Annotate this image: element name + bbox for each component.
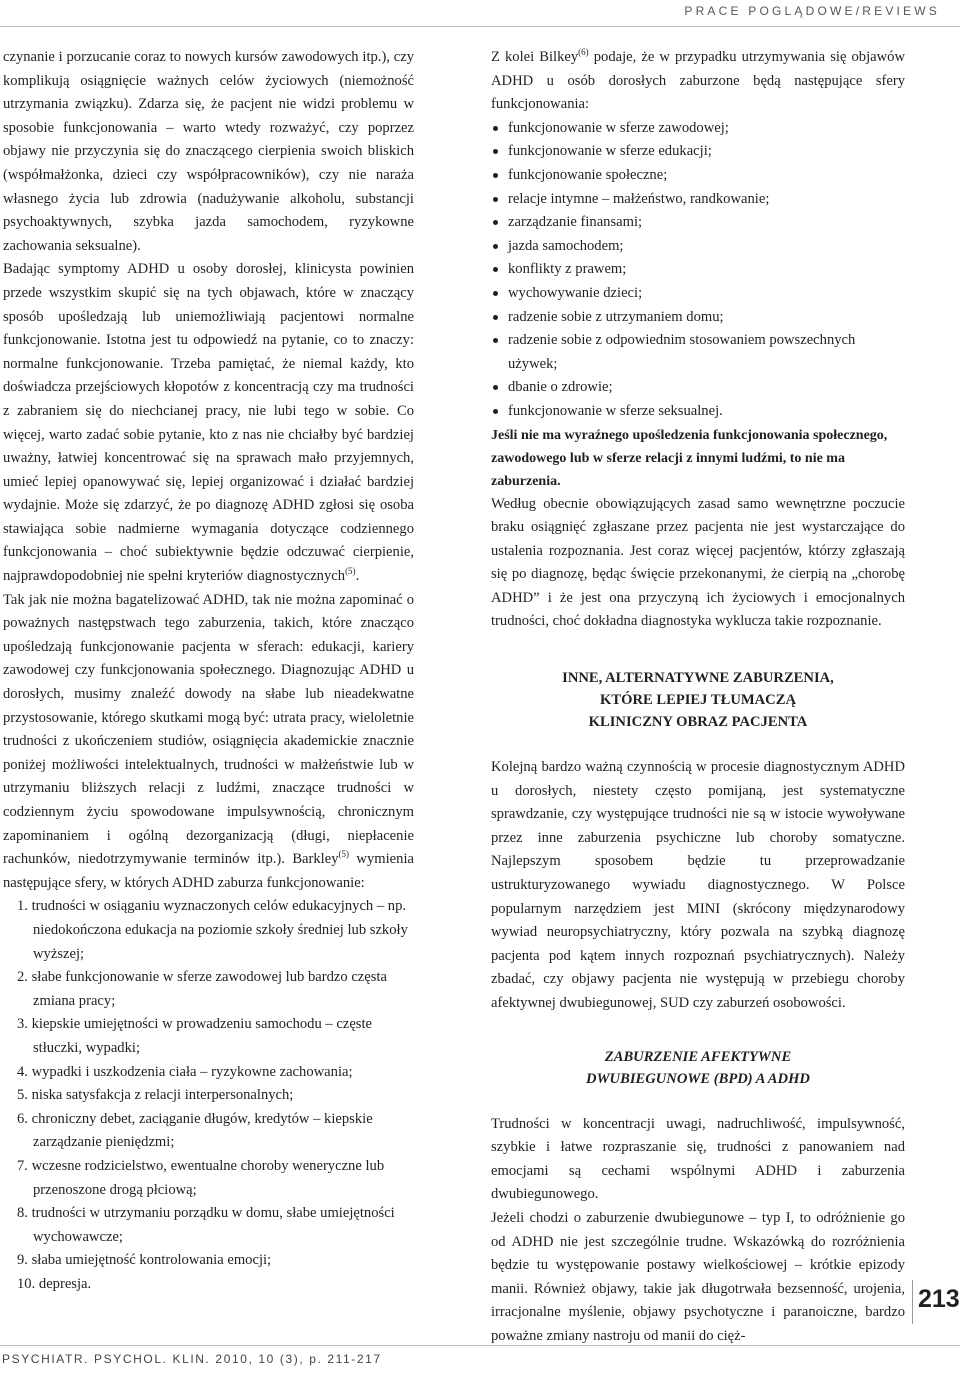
heading-line: KTÓRE LEPIEJ TŁUMACZĄ bbox=[600, 692, 796, 709]
heading-line: KLINICZNY OBRAZ PACJENTA bbox=[588, 714, 808, 731]
list-item: 10. depresja. bbox=[17, 1275, 92, 1292]
list-item: jazda samochodem; bbox=[491, 235, 905, 259]
paragraph-bilkey bbox=[491, 46, 905, 117]
paragraph-symptoms bbox=[3, 258, 414, 588]
paragraph-common-features: Trudności w koncentracji uwagi, nadruchliwość, impulsywność, szybkie i łatwe rozpraszanie się, trudności z panowaniem nad emocjami są cechami wspólnymi ADHD i zaburzenia dwubiegunowego. bbox=[491, 1115, 905, 1203]
heading-line: DWUBIEGUNOWE (BPD) A ADHD bbox=[586, 1070, 810, 1087]
heading-line: INNE, ALTERNATYWNE ZABURZENIA, bbox=[562, 670, 834, 687]
list-item: funkcjonowanie w sferze zawodowej; bbox=[491, 117, 905, 141]
list-item: konflikty z prawem; bbox=[491, 258, 905, 282]
footer-citation: PSYCHIATR. PSYCHOL. KLIN. 2010, 10 (3), p. 211-217 bbox=[2, 1352, 382, 1366]
list-item: radzenie sobie z odpowiednim stosowaniem powszechnych używek; bbox=[491, 329, 905, 376]
section-heading-alternative-disorders bbox=[491, 667, 905, 733]
list-item: relacje intymne – małżeństwo, randkowanie; bbox=[491, 188, 905, 212]
list-item: 8. trudności w utrzymaniu porządku w domu, słabe umiejętności wychowawcze; bbox=[17, 1205, 395, 1245]
numbered-list-barkley bbox=[3, 895, 414, 1296]
list-item: funkcjonowanie społeczne; bbox=[491, 164, 905, 188]
paragraph-intro-continued: czynanie i porzucanie coraz to nowych kursów zawodowych itp.), czy komplikują osiągnięcie ważnych celów życiowych (niemożność utrzymania związku). Zdarza się, że pacjent nie widzi problemu w sposobie funkcjonowania – warto wtedy rozważyć, czy poprzez objawy nie przyczynia się do znaczącego cierpienia swoich bliskich (współmałżonka, dzieci czy współpracowników), czy nie naraża własnego życia lub zdrowia (nadużywanie alkoholu, substancji psychoaktywnych, szybka jazda samochodem, ryzykowne zachowania seksualne). bbox=[3, 49, 414, 254]
bullet-list-bilkey bbox=[491, 117, 905, 424]
list-item: 2. słabe funkcjonowanie w sferze zawodowej lub bardzo częsta zmiana pracy; bbox=[17, 969, 387, 1009]
list-item: wychowywanie dzieci; bbox=[491, 282, 905, 306]
right-column bbox=[491, 46, 905, 1349]
heading-line: ZABURZENIE AFEKTYWNE bbox=[604, 1048, 792, 1065]
header-divider bbox=[0, 26, 960, 27]
list-item: funkcjonowanie w sferze edukacji; bbox=[491, 140, 905, 164]
paragraph-criteria: Według obecnie obowiązujących zasad samo wewnętrzne poczucie braku osiągnięć zgłaszane przez pacjenta nie jest wystarczające do ustalenia rozpoznania. Jest coraz więcej pacjentów, którzy zgłaszają się po diagnozę, będąc święcie przekonanymi, że cierpią na „chorobę ADHD” i że jest ona przyczyną ich życiowych i emocjonalnych trudności, choć dokładna diagnostyka wyklucza takie rozpoznanie. bbox=[491, 495, 905, 630]
list-item: 6. chroniczny debet, zaciąganie długów, kredytów – kiepskie zarządzanie pieniędzmi; bbox=[17, 1110, 373, 1151]
left-column bbox=[3, 46, 414, 1296]
list-item: 9. słaba umiejętność kontrolowania emocji; bbox=[17, 1252, 272, 1269]
paragraph-consequences bbox=[3, 589, 414, 896]
section-heading-bipolar bbox=[491, 1046, 905, 1090]
paragraph-consequences-text-end: wymienia następujące sfery, w których ADHD zaburza funkcjonowanie: bbox=[3, 851, 414, 891]
list-item: radzenie sobie z utrzymaniem domu; bbox=[491, 306, 905, 330]
page-number: 213 bbox=[918, 1285, 960, 1313]
paragraph-bipolar-type-1: Jeżeli chodzi o zaburzenie dwubiegunowe – typ I, to odróżnienie go od ADHD nie jest szczególnie trudne. Wskazówką do rozróżnienia będzie tu występowanie postawy wielkościowej – krótkie epizody manii. Również objawy, takie jak długotrwała bezsenność, urojenia, irracjonalne myślenie, objawy psychotyczne i paranoiczne, bardzo poważne zmiany nastroju od manii do cięż- bbox=[491, 1209, 905, 1344]
list-item: 3. kiepskie umiejętności w prowadzeniu samochodu – częste stłuczki, wypadki; bbox=[17, 1016, 373, 1056]
list-item: 1. trudności w osiąganiu wyznaczonych celów edukacyjnych – np. niedokończona edukacja na poziomie szkoły średniej lub szkoły wyższej; bbox=[17, 898, 408, 962]
paragraph-bilkey-text-end: podaje, że w przypadku utrzymywania się objawów ADHD u osób dorosłych zaburzone będą następujące sfery funkcjonowania: bbox=[491, 49, 905, 113]
list-item: 4. wypadki i uszkodzenia ciała – ryzykowne zachowania; bbox=[17, 1063, 353, 1080]
page-number-divider bbox=[912, 1280, 913, 1324]
list-item: 7. wczesne rodzicielstwo, ewentualne choroby weneryczne lub przenoszone drogą płciową; bbox=[17, 1157, 385, 1198]
list-item: dbanie o zdrowie; bbox=[491, 376, 905, 400]
citation-reference: (6) bbox=[578, 47, 589, 58]
paragraph-differential-diagnosis: Kolejną bardzo ważną czynnością w procesie diagnostycznym ADHD u dorosłych, niestety często pomijaną, jest systematyczne sprawdzanie, czy występujące trudności nie są w istocie wywoływane przez inne zaburzenia psychiczne lub choroby somatyczne. Najlepszym sposobem będzie tu przeprowadzanie ustrukturyzowanego wywiadu diagnostycznego. W Polsce popularnym narzędziem jest MINI (skrócony międzynarodowy wywiad neuropsychiatryczny, który pozwala na szybką diagnozę pacjenta pod kątem innych rozpoznań psychiatrycznych). Należy zbadać, czy objawy pacjenta nie występują w przebiegu choroby afektywnej dwubiegunowej, SUD czy zaburzeń osobowości. bbox=[491, 759, 905, 1011]
footer-divider bbox=[0, 1345, 960, 1346]
bold-note: Jeśli nie ma wyraźnego upośledzenia funkcjonowania społecznego, zawodowego lub w sferze relacji z innymi ludźmi, to nie ma zaburzenia. bbox=[491, 427, 888, 489]
list-item: zarządzanie finansami; bbox=[491, 211, 905, 235]
list-item: funkcjonowanie w sferze seksualnej. bbox=[491, 400, 905, 424]
paragraph-end-punctuation: . bbox=[355, 568, 360, 585]
list-item: 5. niska satysfakcja z relacji interpersonalnych; bbox=[17, 1087, 294, 1104]
paragraph-bilkey-text: Z kolei Bilkey bbox=[491, 49, 579, 65]
running-header: PRACE POGLĄDOWE/REVIEWS bbox=[684, 4, 940, 18]
citation-reference: (5) bbox=[345, 566, 356, 577]
citation-reference: (5) bbox=[338, 849, 350, 860]
paragraph-consequences-text: Tak jak nie można bagatelizować ADHD, tak nie można zapominać o poważnych następstwach tego zaburzenia, takich, które znacząco upośledzają funkcjonowanie pacjenta w sferach: edukacji, kariery zawodowej czy funkcjonowania społecznego. Diagnozując ADHD u dorosłych, musimy znaleźć dowody na słabe lub nieadekwatne przystosowanie, którego skutkami mogą być: utrata pracy, wieloletnie trudności z ukończeniem studiów, osiągnięcia akademickie znacznie poniżej możliwości intelektualnych, trudności w małżeństwie lub w utrzymaniu bliższych relacji z ludźmi, znaczące trudności w codziennym życiu spowodowane impulsywnością, chronicznym zapominaniem i ogólną dezorganizacją (długi, niepłacenie rachunków, niedotrzymywanie terminów itp.). Barkley bbox=[3, 591, 414, 868]
paragraph-symptoms-text: Badając symptomy ADHD u osoby dorosłej, klinicysta powinien przede wszystkim skupić się na tych objawach, które w znaczący sposób upośledzają lub uniemożliwiają pacjentowi normalne funkcjonowanie. Istotna jest tu odpowiedź na pytanie, co to znaczy: normalne funkcjonowanie. Trzeba pamiętać, że niemal każdy, kto doświadcza przejściowych kłopotów z koncentracją czy ma trudności z zabraniem się do niechcianej pracy, nie lubi tego w sobie. Co więcej, warto zadać sobie pytanie, kto z nas nie chciałby być bardziej uważny, łatwiej koncentrować się na sprawach mało przyjemnych, umieć lepiej opanowywać się, lepiej organizować i działać bardziej wydajnie. Może się zdarzyć, że po diagnozę ADHD zgłosi się osoba stawiająca sobie nadmierne wymagania dotyczące codziennego funkcjonowania – choć subiektywnie będzie odczuwać cierpienie, najprawdopodobniej nie spełni kryteriów diagnostycznych bbox=[3, 261, 414, 585]
